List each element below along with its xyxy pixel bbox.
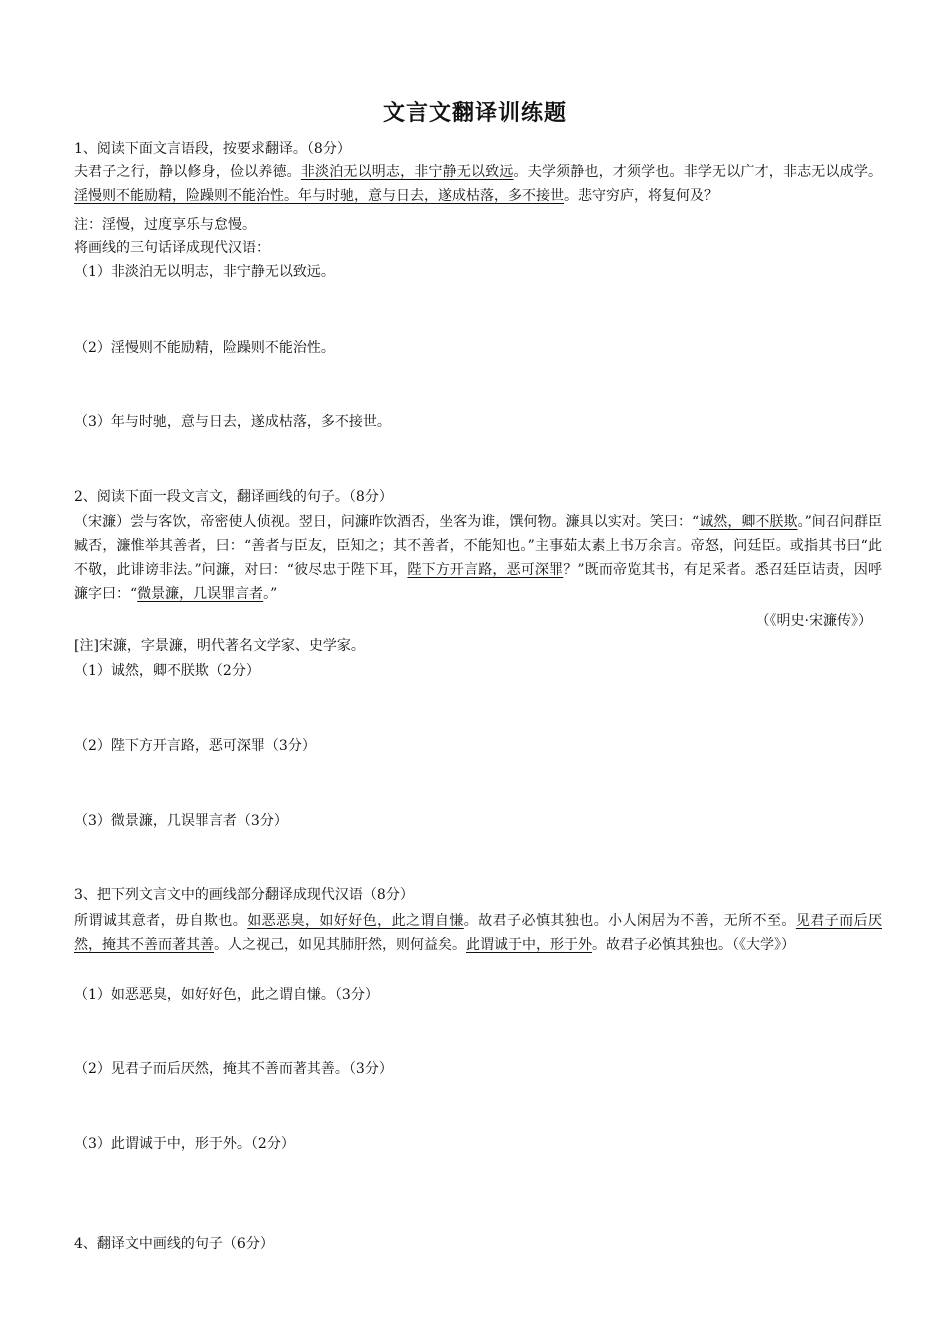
q2-passage-text: （宋濂）尝与客饮，帝密使人侦视。翌日，问濂昨饮酒否，坐客为谁，馔何物。濂具以实对。笑曰：“ <box>74 514 700 530</box>
q1-passage-text: 。悲守穷庐，将复何及？ <box>564 188 718 204</box>
q2-underlined-sentence-1: 诚然，卿不朕欺 <box>699 514 798 530</box>
q3-underlined-sentence-1: 如恶恶臭，如好好色，此之谓自慊 <box>247 913 464 929</box>
q1-passage-text: 夫君子之行，静以修身，俭以养德。 <box>74 164 301 180</box>
q3-item-2: （2）见君子而后厌然，掩其不善而著其善。（3分） <box>74 1061 393 1077</box>
q3-passage-text: 。故君子必慎其独也。（《大学》） <box>592 937 795 953</box>
q1-note: 注：淫慢，过度享乐与怠慢。 <box>74 217 256 233</box>
document-title: 文言文翻译训练题 <box>382 101 567 126</box>
q1-passage-text: 。夫学须静也，才须学也。非学无以广才，非志无以成学。 <box>513 164 883 180</box>
q1-instruction: 将画线的三句话译成现代汉语： <box>74 240 270 256</box>
q4-heading: 4、翻译文中画线的句子（6分） <box>74 1236 274 1252</box>
q2-item-2: （2）陛下方开言路，恶可深罪（3分） <box>74 738 316 754</box>
q3-underlined-sentence-2: 见君子而后厌然，掩其不善而著其善 <box>74 913 883 953</box>
q3-heading: 3、把下列文言文中的画线部分翻译成现代汉语（8分） <box>74 887 414 903</box>
q2-passage-text: ？”既而帝览其书，有足采者。悉召廷臣诘责，因呼濂字曰：“ <box>74 562 882 602</box>
q2-passage <box>74 510 882 606</box>
q2-underlined-sentence-3: 微景濂，几误罪言者 <box>137 586 264 602</box>
q3-passage-text: 。故君子必慎其独也。小人闲居为不善，无所不至。 <box>463 913 796 929</box>
q3-item-3: （3）此谓诚于中，形于外。（2分） <box>74 1136 295 1152</box>
q3-passage <box>74 909 882 957</box>
q3-underlined-sentence-3: 此谓诚于中，形于外 <box>466 937 592 953</box>
q1-item-3: （3）年与时驰，意与日去，遂成枯落，多不接世。 <box>74 414 391 430</box>
q3-passage-text: 。人之视己，如见其肺肝然，则何益矣。 <box>214 937 466 953</box>
q2-passage-text: 。”间召问群臣臧否，濂惟举其善者，曰：“善者与臣友，臣知之；其不善者，不能知也。”主事茹太素上书万余言。帝怒，问廷臣。或指其书曰“此不敬，此诽谤非法。”问濂，对曰：“彼尽忠于陛下耳， <box>74 514 882 578</box>
q2-source: （《明史·宋濂传》） <box>755 613 872 629</box>
q1-heading: 1、阅读下面文言语段，按要求翻译。（8分） <box>74 141 351 157</box>
q2-item-3: （3）微景濂，几误罪言者（3分） <box>74 813 288 829</box>
q2-item-1: （1）诚然，卿不朕欺（2分） <box>74 663 260 679</box>
q1-item-2: （2）淫慢则不能励精，险躁则不能治性。 <box>74 340 335 356</box>
q3-passage-text: 所谓诚其意者，毋自欺也。 <box>74 913 248 929</box>
q1-underlined-sentence-1: 非淡泊无以明志，非宁静无以致远 <box>300 164 514 180</box>
q2-underlined-sentence-2: 陛下方开言路，恶可深罪 <box>407 562 564 578</box>
q1-passage <box>74 160 882 208</box>
q3-item-1: （1）如恶恶臭，如好好色，此之谓自慊。（3分） <box>74 987 379 1003</box>
q2-passage-text: 。” <box>263 586 278 602</box>
q2-note: [注]宋濂，字景濂，明代著名文学家、史学家。 <box>74 638 365 654</box>
q1-underlined-sentence-2-3: 淫慢则不能励精，险躁则不能治性。年与时驰，意与日去，遂成枯落，多不接世 <box>74 188 564 204</box>
q1-item-1: （1）非淡泊无以明志，非宁静无以致远。 <box>74 264 335 280</box>
q2-heading: 2、阅读下面一段文言文，翻译画线的句子。（8分） <box>74 489 393 505</box>
